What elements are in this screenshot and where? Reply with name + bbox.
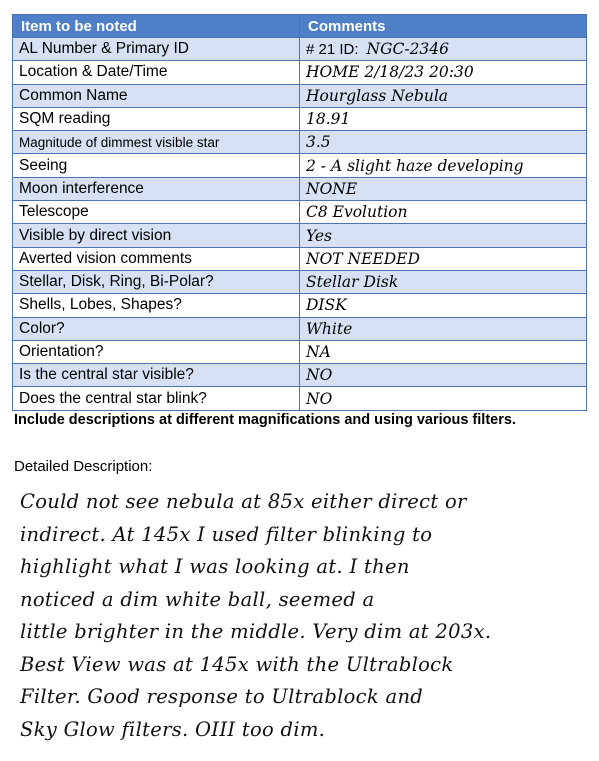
- row-label: Magnitude of dimmest visible star: [13, 131, 300, 154]
- handwritten-description: [20, 486, 590, 746]
- row-value: NA: [300, 340, 587, 363]
- header-item: Item to be noted: [13, 15, 300, 38]
- row-value: [300, 38, 587, 61]
- table-row: [13, 224, 587, 247]
- description-line: highlight what I was looking at. I then: [20, 555, 410, 578]
- table-row: [13, 177, 587, 200]
- description-line: Sky Glow filters. OIII too dim.: [20, 717, 326, 741]
- description-line: Filter. Good response to Ultrablock and: [20, 685, 424, 708]
- description-label: Detailed Description:: [14, 458, 153, 475]
- row-value: White: [300, 317, 587, 340]
- row-label: Averted vision comments: [13, 247, 300, 270]
- row-value: 2 - A slight haze developing: [300, 154, 587, 177]
- row-prefix: # 21 ID:: [306, 41, 359, 59]
- table-row: [13, 201, 587, 224]
- table-row: [13, 364, 587, 387]
- row-value: Yes: [300, 224, 587, 247]
- row-label: Stellar, Disk, Ring, Bi-Polar?: [13, 270, 300, 293]
- row-label: Visible by direct vision: [13, 224, 300, 247]
- description-line: Best View was at 145x with the Ultrablock: [20, 652, 454, 676]
- description-line: little brighter in the middle. Very dim at 203x.: [20, 620, 492, 643]
- row-label: Common Name: [13, 84, 300, 107]
- table-row: [13, 387, 587, 410]
- row-label: Color?: [13, 317, 300, 340]
- row-value: NO: [300, 387, 587, 410]
- table-row: [13, 294, 587, 317]
- row-label: Telescope: [13, 201, 300, 224]
- row-label: SQM reading: [13, 107, 300, 130]
- table-row: [13, 38, 587, 61]
- table-row: [13, 131, 587, 154]
- row-label: Is the central star visible?: [13, 364, 300, 387]
- row-label: Location & Date/Time: [13, 61, 300, 84]
- row-value: NOT NEEDED: [300, 247, 587, 270]
- row-value: Stellar Disk: [300, 270, 587, 293]
- row-label: Does the central star blink?: [13, 387, 300, 410]
- table-row: [13, 270, 587, 293]
- table-row: [13, 107, 587, 130]
- row-label: Orientation?: [13, 340, 300, 363]
- row-value: NO: [300, 364, 587, 387]
- description-line: Could not see nebula at 85x either direct or: [20, 490, 467, 513]
- row-value: C8 Evolution: [300, 201, 587, 224]
- row-label: AL Number & Primary ID: [13, 38, 300, 61]
- row-value: NONE: [300, 177, 587, 200]
- row-value: HOME 2/18/23 20:30: [300, 61, 587, 84]
- row-value-text: NGC-2346: [366, 40, 450, 59]
- row-label: Seeing: [13, 154, 300, 177]
- description-line: noticed a dim white ball, seemed a: [20, 587, 375, 611]
- header-comments: Comments: [300, 15, 587, 38]
- table-row: [13, 317, 587, 340]
- row-label: Moon interference: [13, 177, 300, 200]
- observation-log-table: [12, 14, 587, 411]
- table-row: [13, 84, 587, 107]
- table-row: [13, 154, 587, 177]
- row-value: 18.91: [300, 107, 587, 130]
- table-row: [13, 247, 587, 270]
- description-line: indirect. At 145x I used filter blinking to: [20, 522, 433, 546]
- row-value: Hourglass Nebula: [300, 84, 587, 107]
- table-row: [13, 340, 587, 363]
- row-value: 3.5: [300, 131, 587, 154]
- row-value: DISK: [300, 294, 587, 317]
- table-row: [13, 61, 587, 84]
- table-header-row: [13, 15, 587, 38]
- instructions-text: Include descriptions at different magnifications and using various filters.: [14, 412, 516, 428]
- row-label: Shells, Lobes, Shapes?: [13, 294, 300, 317]
